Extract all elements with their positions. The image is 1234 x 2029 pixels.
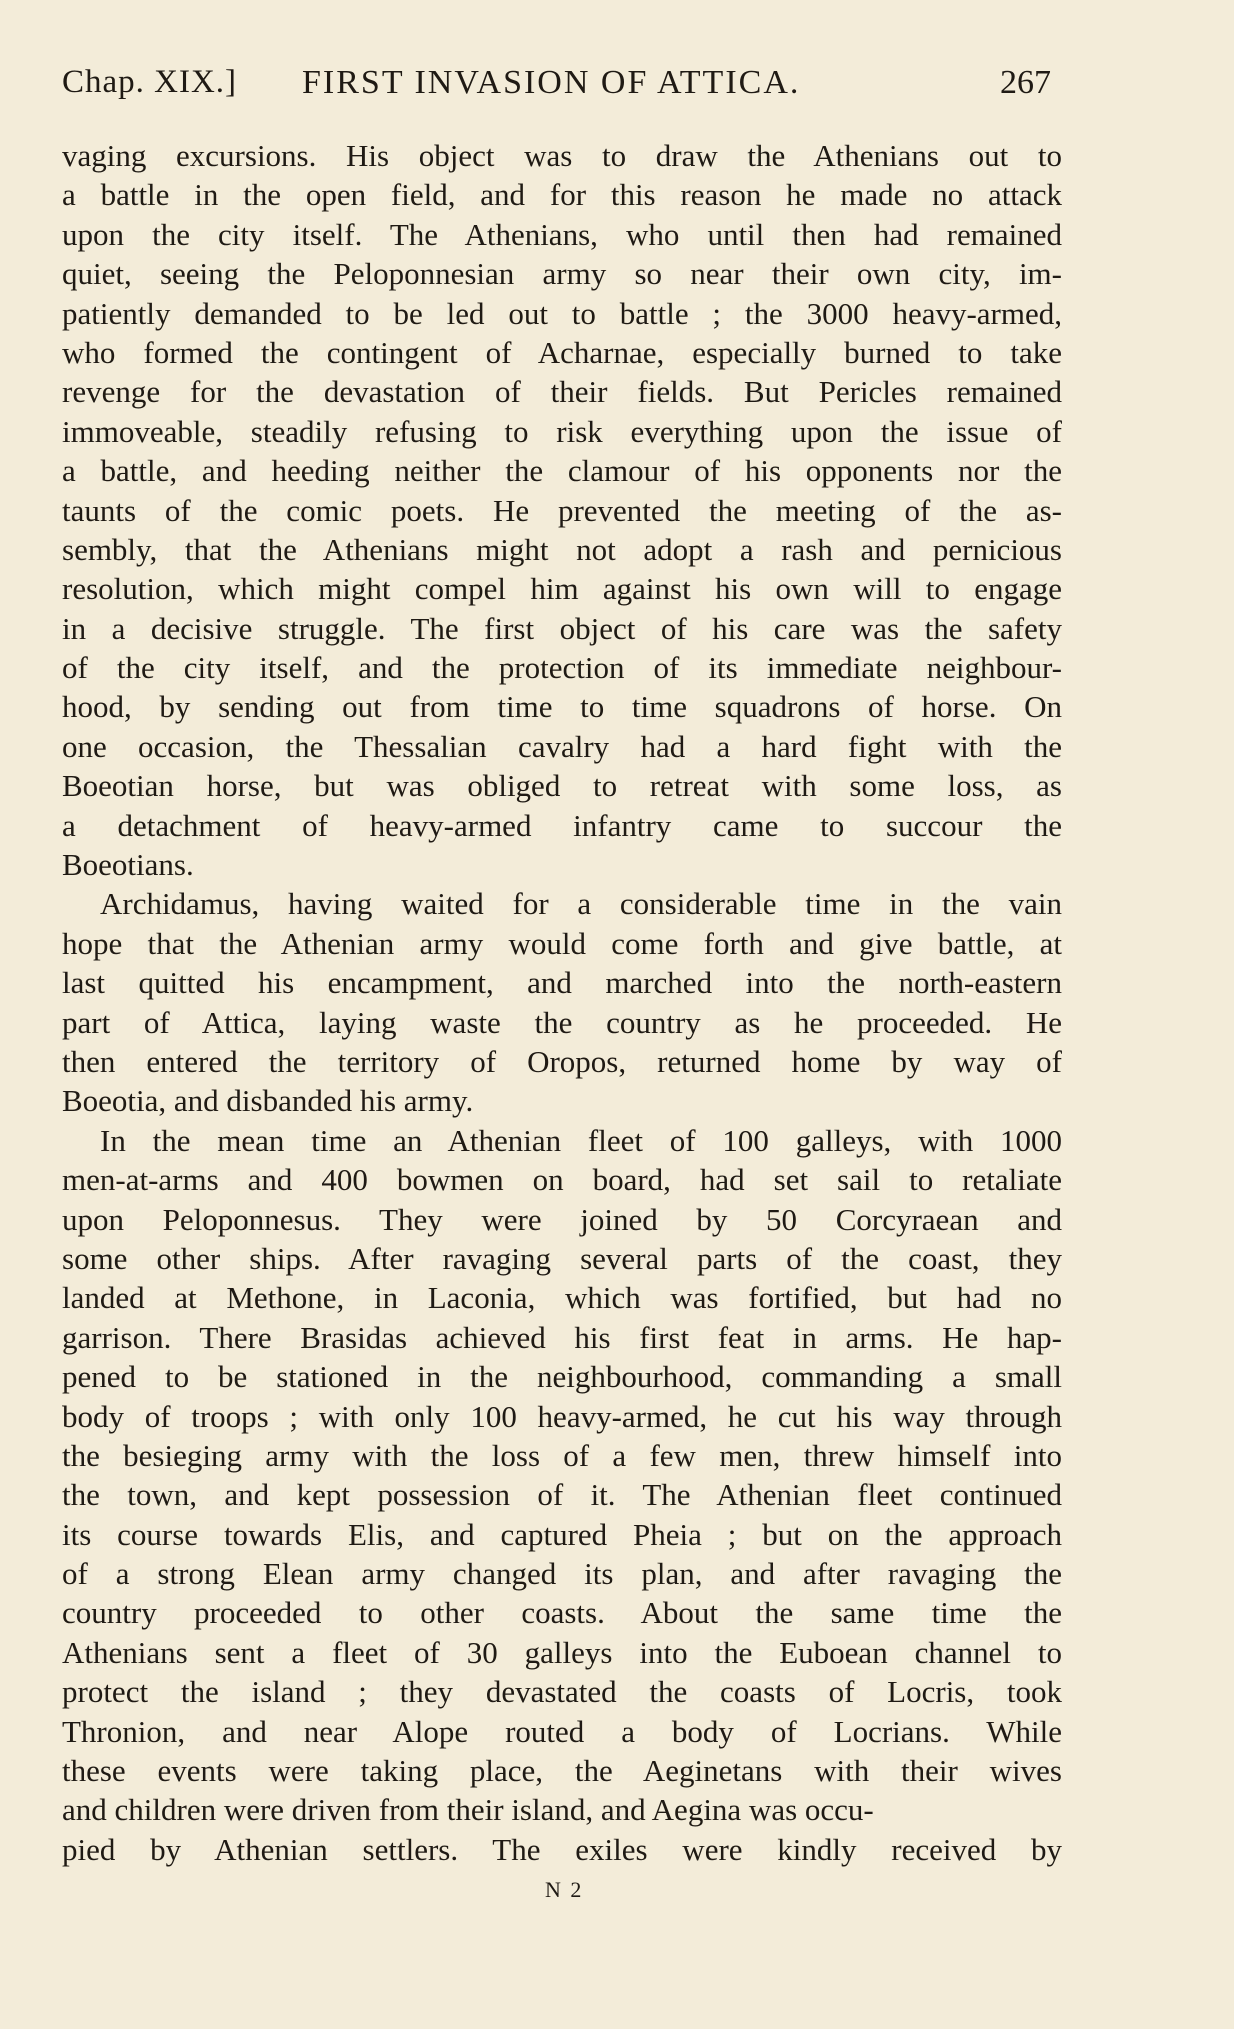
text-line: taunts of the comic poets. He prevented the meeting of the as- [62, 492, 1062, 528]
text-line: in a decisive struggle. The first object of his care was the safety [62, 610, 1062, 646]
text-line: Boeotian horse, but was obliged to retreat with some loss, as [62, 768, 1062, 804]
text-line: of the city itself, and the protection of its immediate neighbour- [62, 650, 1062, 686]
text-line: Boeotians. [62, 847, 194, 883]
text-line: garrison. There Brasidas achieved his first feat in arms. He hap- [62, 1319, 1062, 1355]
text-line: part of Attica, laying waste the country as he proceeded. He [62, 1004, 1062, 1040]
text-line: resolution, which might compel him against his own will to engage [62, 571, 1062, 607]
text-line: country proceeded to other coasts. About the same time the [62, 1595, 1062, 1631]
text-line: the besieging army with the loss of a few men, threw himself into [62, 1437, 1062, 1473]
text-line: its course towards Elis, and captured Pheia ; but on the approach [62, 1516, 1062, 1552]
text-line: vaging excursions. His object was to draw the Athenians out to [62, 138, 1062, 173]
text-line: these events were taking place, the Aeginetans with their wives [62, 1753, 1062, 1789]
signature-mark: N 2 [545, 1877, 584, 1902]
text-line: who formed the contingent of Acharnae, especially burned to take [62, 334, 1062, 370]
page-number: 267 [1000, 64, 1051, 101]
text-line: a detachment of heavy-armed infantry came to succour the [62, 807, 1062, 843]
text-line: Athenians sent a fleet of 30 galleys into the Euboean channel to [62, 1634, 1062, 1670]
text-line: pied by Athenian settlers. The exiles were kindly received by [62, 1831, 1062, 1867]
chapter-label: Chap. XIX.] [62, 64, 238, 100]
text-line: hope that the Athenian army would come forth and give battle, at [62, 925, 1062, 961]
text-line: and children were driven from their island, and Aegina was occu- [62, 1792, 874, 1828]
text-line: one occasion, the Thessalian cavalry had a hard fight with the [62, 728, 1062, 764]
text-line: In the mean time an Athenian fleet of 100 galleys, with 1000 [100, 1122, 1062, 1158]
text-line: men-at-arms and 400 bowmen on board, had set sail to retaliate [62, 1162, 1062, 1198]
page-title: FIRST INVASION OF ATTICA. [302, 64, 801, 101]
text-line: Archidamus, having waited for a considerable time in the vain [100, 886, 1062, 922]
text-line: body of troops ; with only 100 heavy-armed, he cut his way through [62, 1398, 1062, 1434]
text-line: landed at Methone, in Laconia, which was fortified, but had no [62, 1280, 1062, 1316]
text-line: Thronion, and near Alope routed a body of Locrians. While [62, 1713, 1062, 1749]
text-line: a battle in the open field, and for this reason he made no attack [62, 177, 1062, 213]
text-line: sembly, that the Athenians might not adopt a rash and pernicious [62, 531, 1062, 567]
text-line: some other ships. After ravaging several parts of the coast, they [62, 1240, 1062, 1276]
text-line: then entered the territory of Oropos, returned home by way of [62, 1043, 1062, 1079]
body-text [62, 136, 1062, 1869]
text-line: patiently demanded to be led out to battle ; the 3000 heavy-armed, [62, 295, 1062, 331]
text-line: protect the island ; they devastated the coasts of Locris, took [62, 1674, 1062, 1710]
text-line: quiet, seeing the Peloponnesian army so near their own city, im- [62, 256, 1062, 292]
text-line: pened to be stationed in the neighbourhood, commanding a small [62, 1359, 1062, 1395]
text-line: immoveable, steadily refusing to risk everything upon the issue of [62, 413, 1062, 449]
text-line: a battle, and heeding neither the clamour of his opponents nor the [62, 453, 1062, 489]
text-line: upon the city itself. The Athenians, who until then had remained [62, 216, 1062, 252]
text-line: upon Peloponnesus. They were joined by 50 Corcyraean and [62, 1201, 1062, 1237]
text-line: hood, by sending out from time to time squadrons of horse. On [62, 689, 1062, 725]
text-line: the town, and kept possession of it. The Athenian fleet continued [62, 1477, 1062, 1513]
running-header [62, 64, 1062, 108]
text-line: last quitted his encampment, and marched into the north-eastern [62, 965, 1062, 1001]
text-line: Boeotia, and disbanded his army. [62, 1083, 474, 1119]
text-line: of a strong Elean army changed its plan, and after ravaging the [62, 1556, 1062, 1592]
text-line: revenge for the devastation of their fields. But Pericles remained [62, 374, 1062, 410]
